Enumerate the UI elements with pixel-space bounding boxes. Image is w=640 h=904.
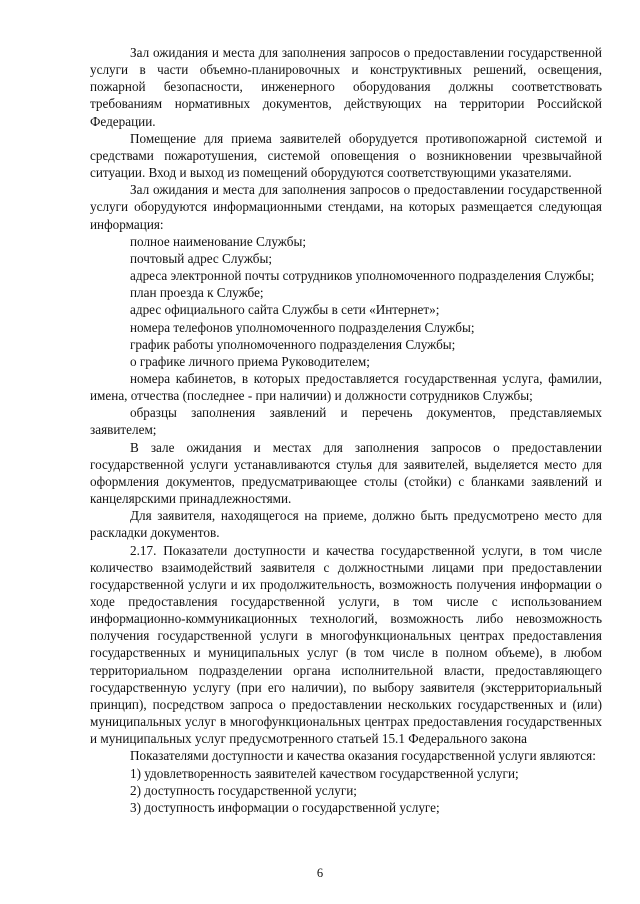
paragraph-information-stands: Зал ожидания и места для заполнения запросов о предоставлении государственной услуги оборудуются информационными стендами, на которых размещается следующая информация: xyxy=(90,182,602,232)
paragraph-fire-safety: Помещение для приема заявителей оборудуется противопожарной системой и средствами пожаротушения, системой оповещения о возникновении чрезвычайной ситуации. Вход и выход из помещений оборудуются соответствующими указателями. xyxy=(90,130,602,181)
paragraph-section-2-17: 2.17. Показатели доступности и качества государственной услуги, в том числе количество взаимодействий заявителя с должностными лицами при предоставлении государственной услуги и их продолжительность, возможность получения информации о ходе предоставления государственной услуги, в том числе с использованием информационно-коммуникационных технологий, возможность либо невозможность получения государственной услуги в многофункциональных центрах предоставления государственных и муниципальных услуг (в том числе в полном объеме), в любом территориальном подразделении органа исполнительной власти, предоставляющего государственную услугу (при его наличии), по выбору заявителя (экстерриториальный принцип), посредством запроса о предоставлении нескольких государственных и (или) муниципальных услуг в многофункциональных центрах предоставления государственных и муниципальных услуг предусмотренного статьей 15.1 Федерального закона xyxy=(90,542,602,747)
page-number: 6 xyxy=(316,866,324,880)
list-item: план проезда к Службе; xyxy=(130,285,264,301)
paragraph-waiting-hall-requirements: Зал ожидания и места для заполнения запросов о предоставлении государственной услуги в части объемно-планировочных и конструктивных решений, освещения, пожарной безопасности, инженерного оборудования должны соответствовать требованиям нормативных документов, действующих на территории Российской Федерации. xyxy=(90,45,602,129)
list-item: адреса электронной почты сотрудников уполномоченного подразделения Службы; xyxy=(130,268,595,284)
list-item: номера кабинетов, в которых предоставляется государственная услуга, фамилии, имена, отчества (последнее - при наличии) и должности сотрудников Службы; xyxy=(90,370,602,404)
paragraph-seating: В зале ожидания и местах для заполнения запросов о предоставлении государственной услуги устанавливаются стулья для заявителей, выделяется место для оформления документов, предусматривающее столы (стойки) с бланками заявлений и канцелярскими принадлежностями. xyxy=(90,439,602,507)
list-item: образцы заполнения заявлений и перечень документов, представляемых заявителем; xyxy=(90,405,602,438)
list-item: о графике личного приема Руководителем; xyxy=(130,353,370,369)
list-item: полное наименование Службы; xyxy=(130,233,306,249)
list-item: адрес официального сайта Службы в сети «Интернет»; xyxy=(130,302,440,318)
paragraph-indicators-intro: Показателями доступности и качества оказания государственной услуги являются: xyxy=(130,748,596,764)
body-text xyxy=(90,44,602,816)
list-item: номера телефонов уполномоченного подразделения Службы; xyxy=(130,319,475,335)
list-item: 1) удовлетворенность заявителей качеством государственной услуги; xyxy=(130,765,519,781)
list-item: 2) доступность государственной услуги; xyxy=(130,782,357,798)
list-item: почтовый адрес Службы; xyxy=(130,250,273,266)
paragraph-document-space: Для заявителя, находящегося на приеме, должно быть предусмотрено место для раскладки документов. xyxy=(90,508,602,541)
list-item: график работы уполномоченного подразделения Службы; xyxy=(130,336,456,352)
list-item: 3) доступность информации о государственной услуге; xyxy=(130,799,440,815)
